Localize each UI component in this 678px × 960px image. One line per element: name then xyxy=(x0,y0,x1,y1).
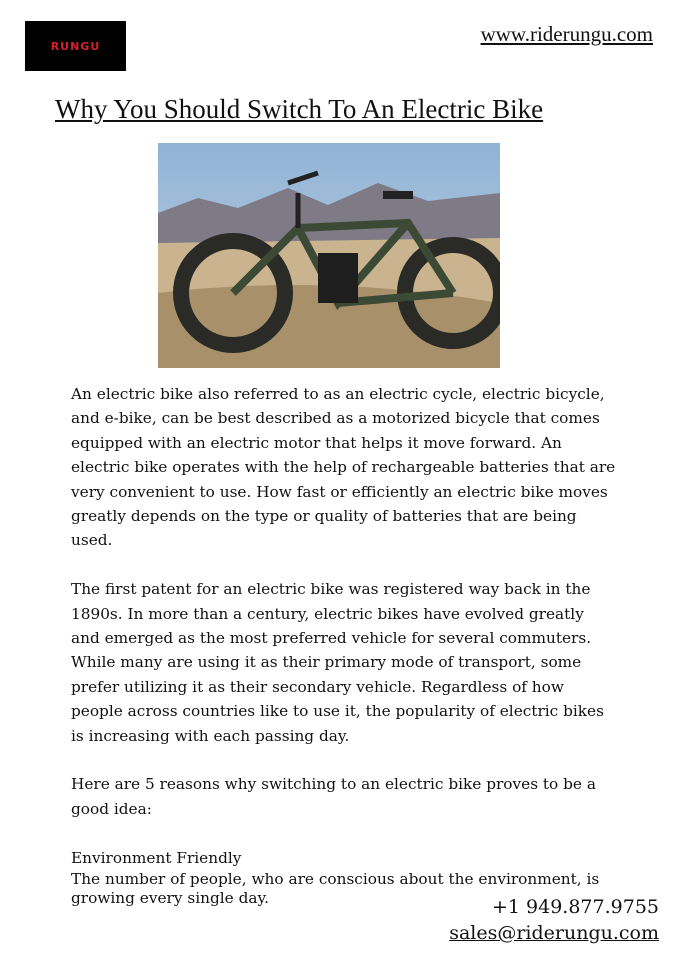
text-line: used. xyxy=(71,531,113,550)
page-title: Why You Should Switch To An Electric Bike xyxy=(55,94,544,124)
text-line: prefer utilizing it as their secondary vehicle. Regardless of how xyxy=(71,677,564,696)
text-line: people across countries like to use it, the popularity of electric bikes xyxy=(71,702,604,721)
text-line: and e-bike, can be best described as a motorized bicycle that comes xyxy=(71,409,600,428)
text-line: and emerged as the most preferred vehicle for several commuters. xyxy=(71,629,592,648)
text-line: good idea: xyxy=(71,799,152,818)
website-link[interactable]: www.riderungu.com xyxy=(480,22,653,46)
rungu-logo[interactable] xyxy=(25,21,126,71)
text-line: Here are 5 reasons why switching to an electric bike proves to be a xyxy=(71,775,596,794)
text-line: 1890s. In more than a century, electric bikes have evolved greatly xyxy=(71,604,584,623)
text-line: is increasing with each passing day. xyxy=(71,726,350,745)
text-line: very convenient to use. How fast or efficiently an electric bike moves xyxy=(71,482,608,501)
paragraph-reasons xyxy=(71,772,631,821)
text-line: equipped with an electric motor that helps it move forward. An xyxy=(71,433,562,452)
paragraph-intro xyxy=(71,382,631,553)
text-line: The number of people, who are conscious about the environment, is xyxy=(71,870,600,889)
text-line: electric bike operates with the help of rechargeable batteries that are xyxy=(71,458,616,477)
paragraph-history xyxy=(71,577,631,748)
section-heading: Environment Friendly xyxy=(71,848,242,867)
text-line: An electric bike also referred to as an electric cycle, electric bicycle, xyxy=(71,385,605,403)
text-line: greatly depends on the type or quality of batteries that are being xyxy=(71,507,577,526)
electric-bike-photo xyxy=(158,143,500,368)
text-line: The first patent for an electric bike was registered way back in the xyxy=(71,580,591,599)
text-line: growing every single day. xyxy=(71,889,269,908)
article-body xyxy=(71,382,631,908)
text-line: While many are using it as their primary mode of transport, some xyxy=(71,653,582,672)
email-link[interactable]: sales@riderungu.com xyxy=(449,922,659,944)
phone-number: +1 949.877.9755 xyxy=(491,896,659,918)
logo-text: RUNGU xyxy=(50,39,101,53)
